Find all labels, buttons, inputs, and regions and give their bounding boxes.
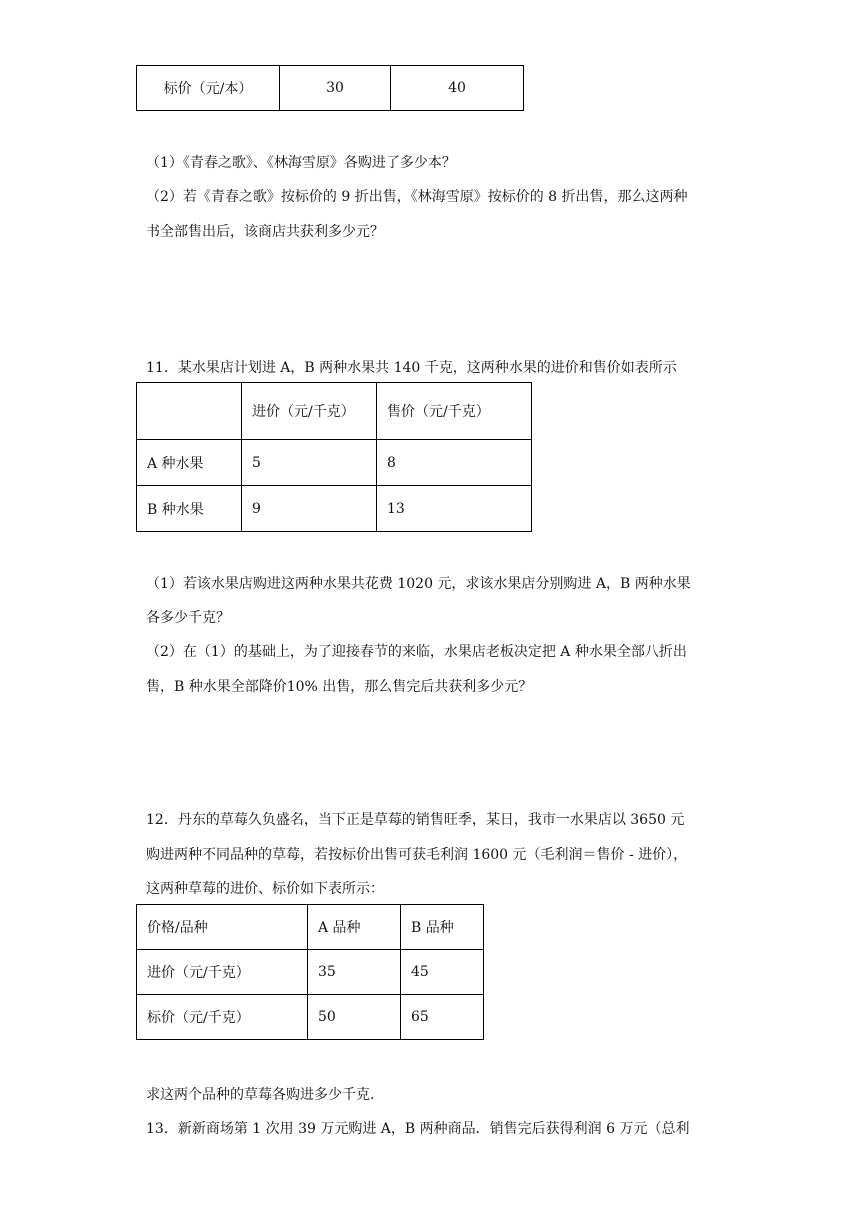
table-header-cell — [137, 383, 242, 440]
q12-stem-line2: 购进两种不同品种的草莓，若按标价出售可获毛利润 1600 元（毛利润＝售价 - 进价）， — [146, 847, 688, 863]
q12-stem-line3: 这两种草莓的进价、标价如下表所示： — [146, 881, 384, 897]
q11-sub2-line2: 售，B 种水果全部降价10% 出售，那么售完后共获利多少元？ — [146, 679, 533, 695]
table-cell: 30 — [280, 66, 391, 111]
q11-sub2-line1: （2）在（1）的基础上，为了迎接春节的来临，水果店老板决定把 A 种水果全部八折出 — [146, 644, 687, 660]
table-header-cell: 售价（元/千克） — [377, 383, 532, 440]
table-row — [137, 950, 484, 995]
q10-sub2-line2: 书全部售出后，该商店共获利多少元？ — [146, 224, 384, 240]
fruit-price-table — [136, 382, 532, 532]
table-cell: 13 — [377, 486, 532, 532]
table-cell: 进价（元/千克） — [137, 950, 308, 995]
table-row — [137, 995, 484, 1040]
price-table-top — [136, 65, 524, 111]
table-row — [137, 440, 532, 486]
q10-sub2-line1: （2）若《青春之歌》按标价的 9 折出售，《林海雪原》按标价的 8 折出售，那么这两种 — [146, 189, 688, 205]
table-cell: B 种水果 — [137, 486, 242, 532]
table-cell: 45 — [401, 950, 484, 995]
table-header-cell: A 品种 — [308, 905, 401, 950]
q11-sub1-line1: （1）若该水果店购进这两种水果共花费 1020 元，求该水果店分别购进 A，B 两种水果 — [146, 576, 691, 592]
table-row — [137, 486, 532, 532]
table-header-cell: 价格/品种 — [137, 905, 308, 950]
q12-question: 求这两个品种的草莓各购进多少千克． — [146, 1087, 384, 1103]
table-header-cell: 进价（元/千克） — [242, 383, 377, 440]
table-header-cell: B 品种 — [401, 905, 484, 950]
table-cell: 65 — [401, 995, 484, 1040]
table-cell: 50 — [308, 995, 401, 1040]
table-cell: 40 — [391, 66, 524, 111]
q10-sub1: （1）《青春之歌》、《林海雪原》各购进了多少本？ — [146, 155, 456, 171]
table-cell: 标价（元/本） — [137, 66, 280, 111]
table-cell: A 种水果 — [137, 440, 242, 486]
table-cell: 9 — [242, 486, 377, 532]
q12-stem-line1: 12．丹东的草莓久负盛名，当下正是草莓的销售旺季，某日，我市一水果店以 3650 元 — [146, 812, 685, 828]
table-cell: 5 — [242, 440, 377, 486]
strawberry-price-table — [136, 904, 484, 1040]
table-cell: 8 — [377, 440, 532, 486]
q13-stem-line1: 13．新新商场第 1 次用 39 万元购进 A，B 两种商品．销售完后获得利润 6 万元（总利 — [146, 1121, 690, 1137]
table-row — [137, 66, 524, 111]
table-row — [137, 905, 484, 950]
q11-stem: 11．某水果店计划进 A，B 两种水果共 140 千克，这两种水果的进价和售价如表所示 — [146, 360, 677, 376]
table-cell: 标价（元/千克） — [137, 995, 308, 1040]
table-cell: 35 — [308, 950, 401, 995]
q11-sub1-line2: 各多少千克？ — [146, 610, 230, 626]
table-row — [137, 383, 532, 440]
